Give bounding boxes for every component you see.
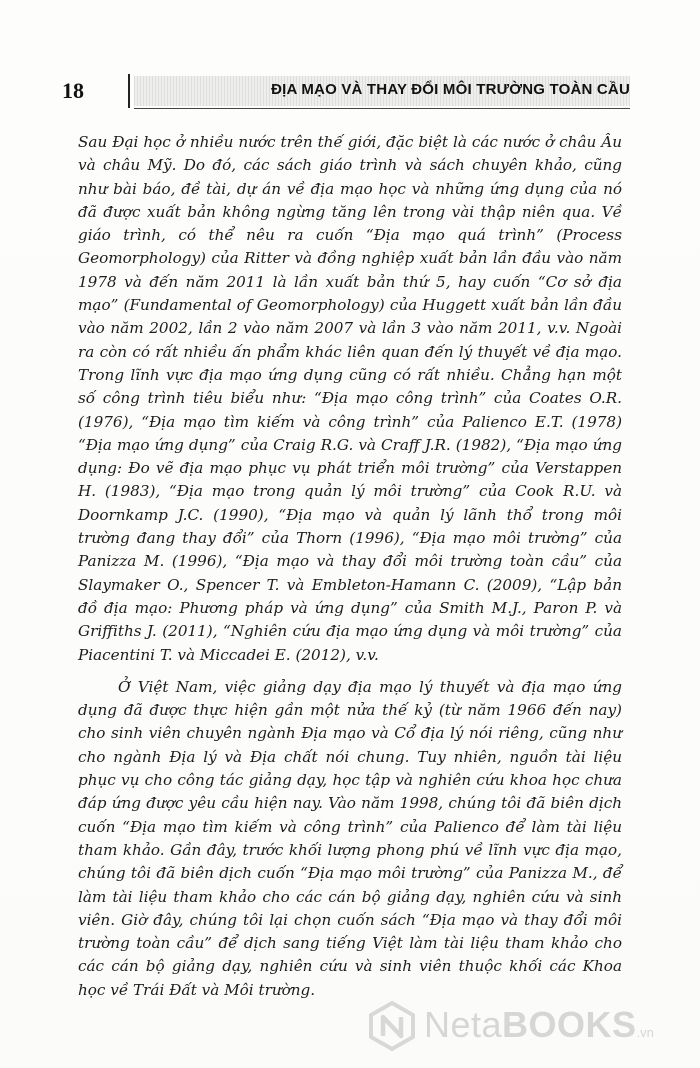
paragraph-1: Sau Đại học ở nhiều nước trên thế giới, đặc biệt là các nước ở châu Âu và châu Mỹ. Do đó, các sách giáo trình và sách chuyên khảo, cũng như bài báo, đề tài, dự án về địa mạo học và những ứng dụng của nó đã được xuất bản không ngừng tăng lên trong vài thập niên qua. Về giáo trình, có thể nêu ra cuốn “Địa mạo quá trình” (Process Geomorphology) của Ritter và đồng nghiệp xuất bản lần đầu vào năm 1978 và đến năm 2011 là lần xuất bản thứ 5, hay cuốn “Cơ sở địa mạo” (Fundamental of Geomorphology) của Huggett xuất bản lần đầu vào năm 2002, lần 2 vào năm 2007 và lần 3 vào năm 2011, v.v. Ngoài ra còn có rất nhiều ấn phẩm khác liên quan đến lý thuyết về địa mạo. Trong lĩnh vực địa mạo ứng dụng cũng có rất nhiều. Chẳng hạn một số công trình tiêu biểu như: “Địa mạo công trình” của Coates O.R. (1976), “Địa mạo tìm kiếm và công trình” của Palienco E.T. (1978) “Địa mạo ứng dụng” của Craig R.G. và Craff J.R. (1982), “Địa mạo ứng dụng: Đo vẽ địa mạo phục vụ phát triển môi trường” của Verstappen H. (1983), “Địa mạo trong quản lý môi trường” của Cook R.U. và Doornkamp J.C. (1990), “Địa mạo và quản lý lãnh thổ trong môi trường đang thay đổi” của Thorn (1996), “Địa mạo môi trường” của Panizza M. (1996), “Địa mạo và thay đổi môi trường toàn cầu” của Slaymaker O., Spencer T. và Embleton-Hamann C. (2009), “Lập bản đồ địa mạo: Phương pháp và ứng dụng” của Smith M.J., Paron P. và Griffiths J. (2011), “Nghiên cứu địa mạo ứng dụng và môi trường” của Piacentini T. và Miccadei E. (2012), v.v. xyxy=(78,133,622,664)
watermark-brand xyxy=(424,1004,654,1046)
running-header xyxy=(62,74,630,108)
body-text xyxy=(78,131,622,1002)
netabooks-n-logo-icon xyxy=(366,1000,418,1052)
watermark-suffix: .vn xyxy=(636,1025,654,1040)
watermark-brand-bold: BOOKS xyxy=(502,1004,637,1045)
paragraph-2: Ở Việt Nam, việc giảng dạy địa mạo lý thuyết và địa mạo ứng dụng đã được thực hiện gần một nửa thế kỷ (từ năm 1966 đến nay) cho sinh viên chuyên ngành Địa mạo và Cổ địa lý nói riêng, cũng như cho ngành Địa lý và Địa chất nói chung. Tuy nhiên, nguồn tài liệu phục vụ cho công tác giảng dạy, học tập và nghiên cứu khoa học chưa đáp ứng được yêu cầu hiện nay. Vào năm 1998, chúng tôi đã biên dịch cuốn “Địa mạo tìm kiếm và công trình” của Palienco để làm tài liệu tham khảo. Gần đây, trước khối lượng phong phú về lĩnh vực địa mạo, chúng tôi đã biên dịch cuốn “Địa mạo môi trường” của Panizza M., để làm tài liệu tham khảo cho các cán bộ giảng dạy, nghiên cứu và sinh viên. Giờ đây, chúng tôi lại chọn cuốn sách “Địa mạo và thay đổi môi trường toàn cầu” để dịch sang tiếng Việt làm tài liệu tham khảo cho các cán bộ giảng dạy, nghiên cứu và sinh viên thuộc khối các Khoa học về Trái Đất và Môi trường. xyxy=(78,677,622,999)
watermark xyxy=(366,998,686,1054)
watermark-brand-light: Neta xyxy=(424,1004,503,1045)
page-number: 18 xyxy=(62,78,84,103)
header-underline xyxy=(134,108,630,109)
running-title: ĐỊA MẠO VÀ THAY ĐỔI MÔI TRƯỜNG TOÀN CẦU xyxy=(271,81,630,98)
header-divider xyxy=(128,74,130,108)
